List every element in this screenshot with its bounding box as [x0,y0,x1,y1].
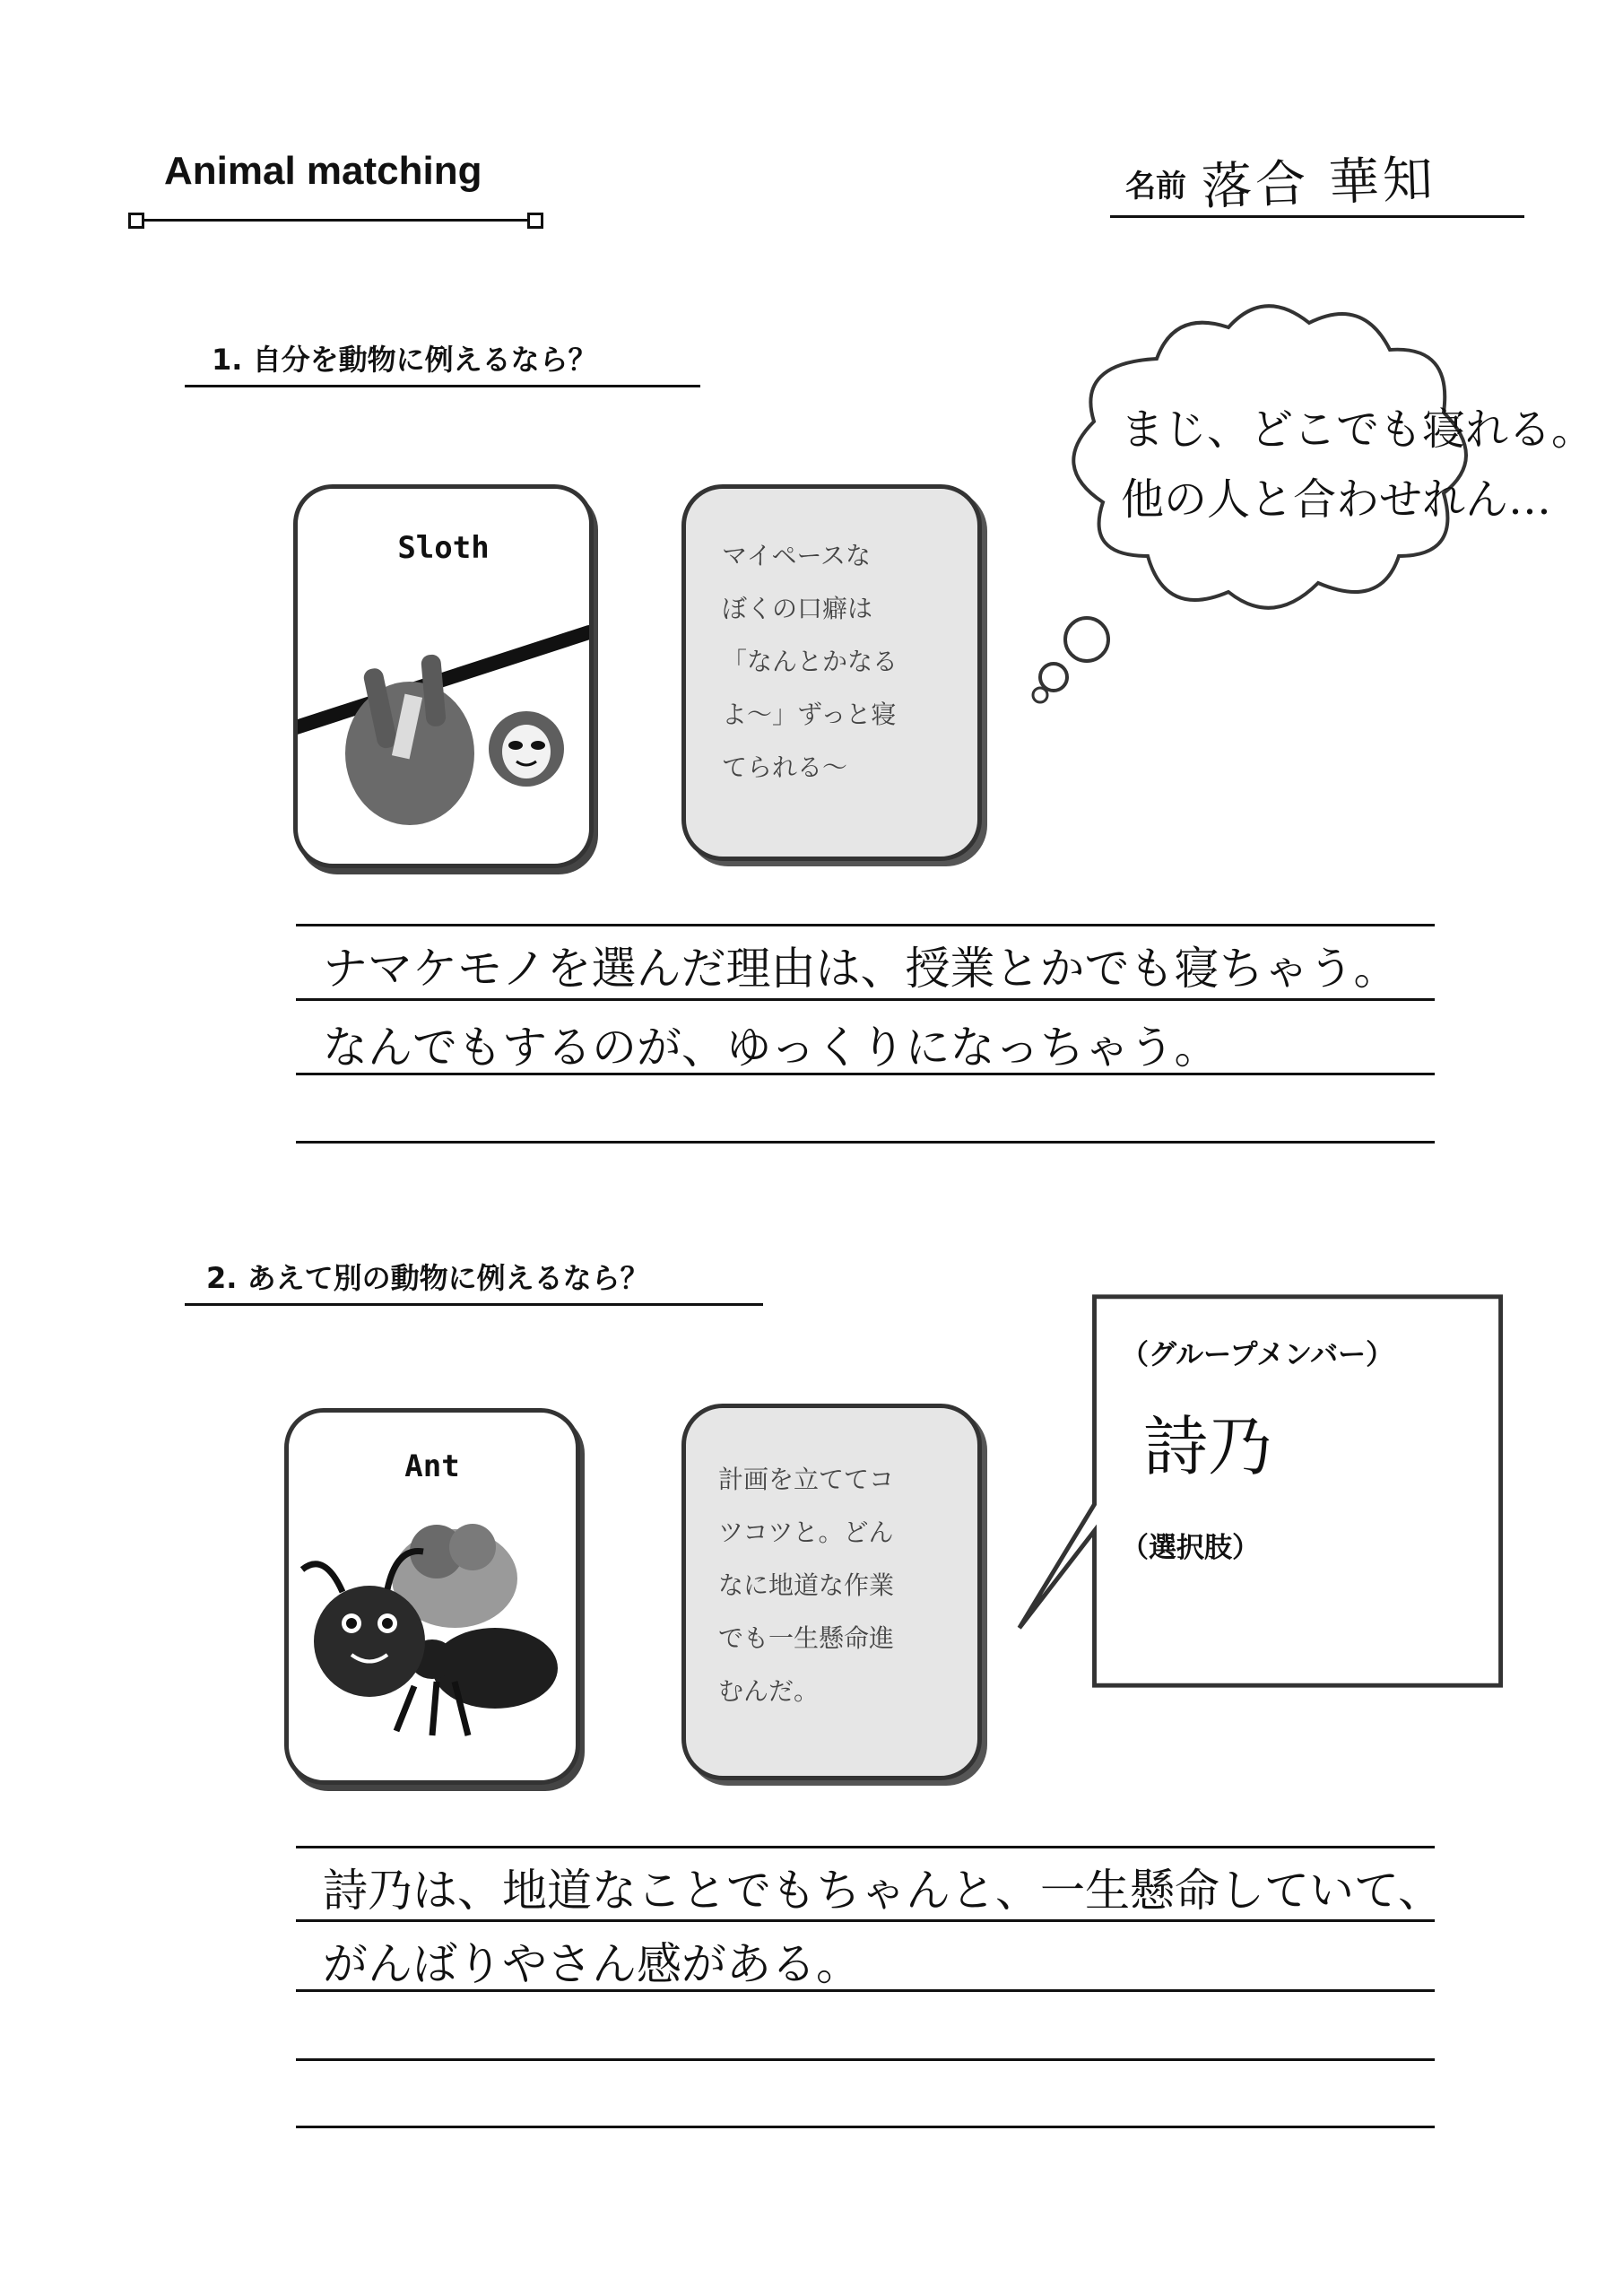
q1-answer-line-1 [296,924,1435,926]
q1-answer-text-1: ナマケモノを選んだ理由は、授業とかでも寝ちゃう。 [323,943,1399,995]
choice-label: （選択肢） [1121,1532,1260,1564]
question-1-underline [185,385,700,387]
q2-answer-line-5 [296,2126,1435,2128]
q1-answer-text-2: なんでもするのが、ゆっくりになっちゃう。 [323,1022,1219,1074]
q2-answer-line-2 [296,1919,1435,1922]
sloth-card [293,484,594,868]
thought-bubble-text: まじ、どこでも寝れる。 他の人と合わせれん… [1121,404,1595,525]
sloth-description: マイペースな ぼくの口癖は 「なんとかなる よ～」ずっと寝 てられる～ [722,541,898,782]
question-1: 1. 自分を動物に例えるなら？ [212,343,597,377]
sloth-description-card [681,484,982,861]
name-handwritten: 落合 華知 [1201,150,1438,217]
ant-description: 計画を立ててコ ツコツと。どん なに地道な作業 でも一生懸命進 むんだ。 [718,1465,895,1706]
group-member-label: （グループメンバー） [1121,1339,1394,1371]
ant-card [284,1408,580,1785]
group-member-handwritten: 詩乃 [1143,1409,1273,1484]
q1-answer-line-2 [296,998,1435,1001]
worksheet-title: Animal matching [164,149,482,193]
name-underline [1110,215,1524,218]
title-underline-endcap-left [128,213,144,229]
name-label: 名前 [1125,169,1186,204]
ant-icon [289,1498,576,1767]
title-underline-endcap-right [527,213,543,229]
q1-answer-line-4 [296,1141,1435,1144]
sloth-card-label: Sloth [397,530,490,566]
q2-answer-text-1: 詩乃は、地道なことでもちゃんと、一生懸命していて、 [323,1865,1443,1917]
ant-description-card [681,1404,982,1780]
q2-answer-line-1 [296,1846,1435,1848]
q2-answer-text-2: がんばりやさん感がある。 [323,1938,861,1990]
question-2-underline [185,1303,763,1306]
title-underline [135,219,534,222]
ant-card-label: Ant [404,1448,460,1484]
q2-answer-line-4 [296,2058,1435,2061]
question-2: 2. あえて別の動物に例えるなら？ [206,1261,649,1295]
sloth-icon [298,570,589,839]
